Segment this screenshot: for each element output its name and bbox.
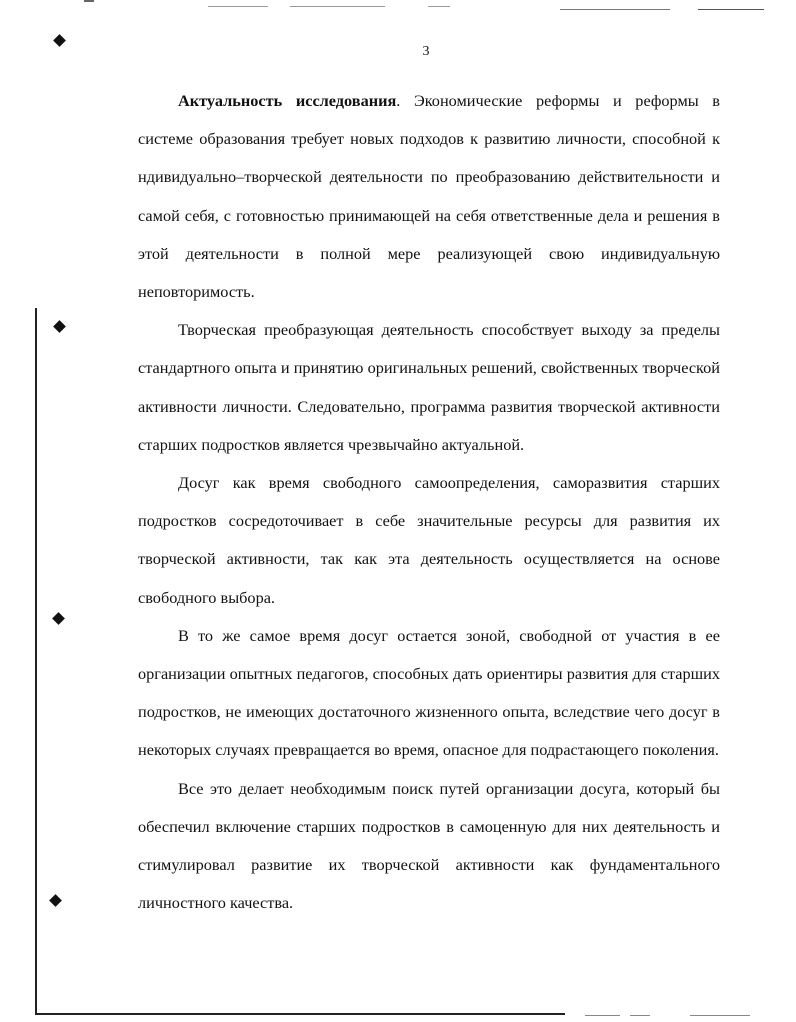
scan-artifact-line [208, 6, 268, 7]
scan-artifact-line [560, 9, 670, 10]
paragraph-text: Досуг как время свободного самоопределения, саморазвития старших подростков сосредоточивает в себе значительные ресурсы для развития их творческой активности, так как эта деятельность осуществляется на основе свободного выбора. [138, 473, 720, 607]
paragraph [138, 617, 720, 770]
paragraph [138, 311, 720, 464]
scan-artifact-line [630, 1015, 650, 1016]
document-body [138, 82, 720, 922]
paragraph-text: . Экономические реформы и реформы в системе образования требует новых подходов к развитию личности, способной к ндивидуально–творческой деятельности по преобразованию действительности и самой себя, с готовностью принимающей на себя ответственные дела и решения в этой деятельности в полной мере реализующей свою индивидуальную неповторимость. [138, 91, 720, 302]
scan-artifact-line [290, 6, 385, 7]
page-number: 3 [422, 44, 430, 59]
paragraph-text: Все это делает необходимым поиск путей организации досуга, который бы обеспечил включение старших подростков в самоценную для них деятельность и стимулировал развитие их творческой активности как фундаментального личностного качества. [138, 778, 720, 913]
punch-hole-mark [52, 612, 65, 625]
binding-rule-bottom [35, 1013, 565, 1015]
paragraph-relevance [138, 82, 720, 311]
binding-rule-left [35, 308, 37, 1014]
scan-artifact-corner [84, 0, 94, 2]
paragraph [138, 464, 720, 617]
scan-artifact-line [585, 1015, 620, 1016]
scan-artifact-line [428, 6, 450, 7]
punch-hole-mark [53, 320, 66, 333]
punch-hole-mark [49, 894, 62, 907]
scan-artifact-line [698, 9, 764, 10]
scan-artifact-line [690, 1015, 750, 1016]
paragraph-lead-heading: Актуальность исследования [178, 91, 397, 110]
paragraph [138, 770, 720, 923]
paragraph-text: В то же самое время досуг остается зоной, свободной от участия в ее организации опытных педагогов, способных дать ориентиры развития для старших подростков, не имеющих достаточного жизненного опыта, вследствие чего досуг в некоторых случаях превращается во время, опасное для подрастающего поколения. [138, 625, 720, 760]
paragraph-text: Творческая преобразующая деятельность способствует выходу за пределы стандартного опыта и принятию оригинальных решений, свойственных творческой активности личности. Следовательно, программа развития творческой активности старших подростков является чрезвычайно актуальной. [138, 320, 720, 454]
